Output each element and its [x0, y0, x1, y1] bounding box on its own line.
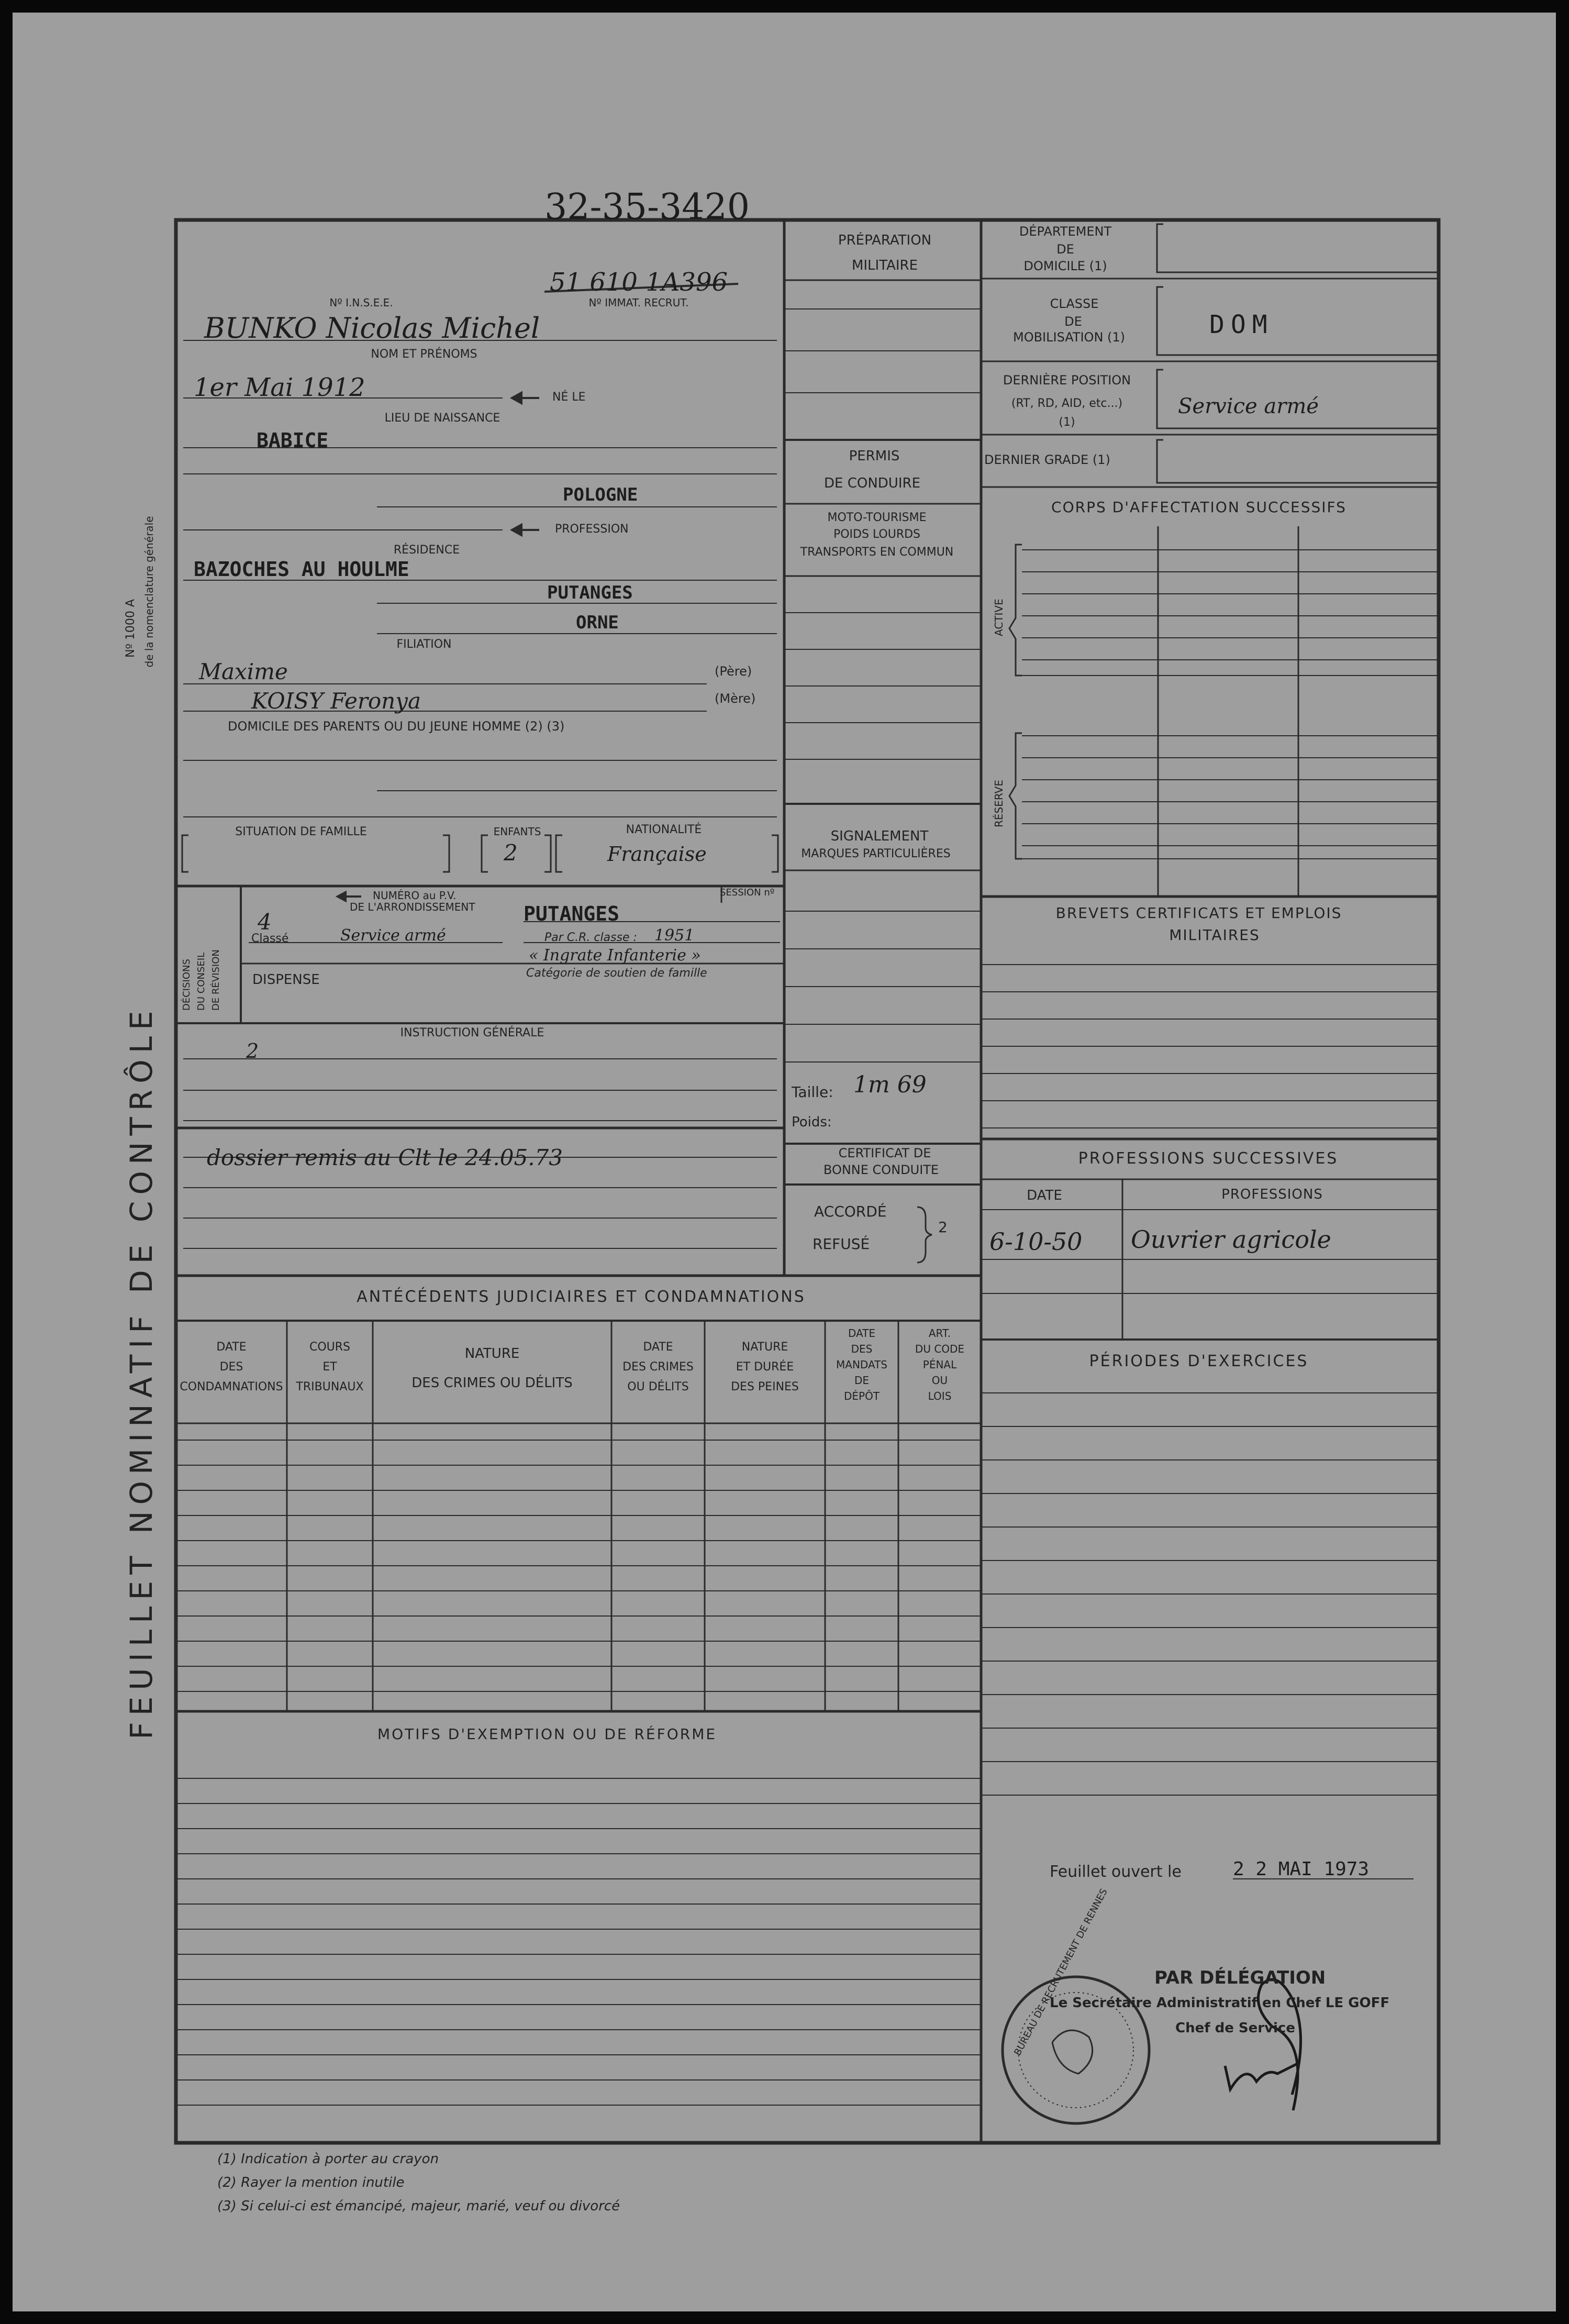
antecedents-header-4-line-3: OU DÉLITS: [627, 1380, 689, 1393]
antecedents-header-4-line-2: DES CRIMES: [622, 1360, 694, 1374]
classe-value: Service armé: [340, 926, 446, 945]
antecedents-header-5-line-3: DES PEINES: [731, 1380, 799, 1393]
cr-note: « Ingrate Infanterie »: [529, 946, 701, 965]
classe-mob-label-1: CLASSE: [1050, 296, 1099, 311]
name-label: NOM ET PRÉNOMS: [371, 348, 477, 361]
professions-column-header: PROFESSIONS: [1221, 1187, 1323, 1202]
antecedents-header-6-line-4: DE: [854, 1374, 870, 1387]
revision-side-label-2: DU CONSEIL: [196, 952, 207, 1011]
cr-label: Par C.R. classe :: [544, 931, 637, 944]
nationality-label: NATIONALITÉ: [626, 823, 702, 836]
antecedents-header-5-line-2: ET DURÉE: [736, 1360, 794, 1374]
reference-number: 32-35-3420: [544, 186, 750, 228]
antecedents-header-7-line-5: LOIS: [928, 1390, 952, 1402]
footnote-1: (1) Indication à porter au crayon: [217, 2151, 439, 2167]
date-column-header: DATE: [1027, 1188, 1062, 1203]
insee-label: Nº I.N.S.E.E.: [329, 296, 393, 309]
dept-label-1: DÉPARTEMENT: [1019, 224, 1112, 239]
children-label: ENFANTS: [493, 825, 541, 838]
dept-label-3: DOMICILE (1): [1023, 259, 1107, 273]
dossier-note: dossier remis au Clt le 24.05.73: [207, 1145, 563, 1170]
instruction-value: 2: [246, 1039, 259, 1063]
soutien-label: Catégorie de soutien de famille: [526, 967, 707, 980]
father-value: Maxime: [199, 659, 288, 684]
profession-date: 6-10-50: [989, 1227, 1083, 1256]
antecedents-header-6-line-2: DES: [851, 1343, 873, 1355]
derpos-label-2: (RT, RD, AID, etc...): [1011, 397, 1123, 410]
exemption-title: MOTIFS D'EXEMPTION OU DE RÉFORME: [377, 1725, 717, 1743]
antecedents-header-7-line-1: ART.: [928, 1327, 951, 1340]
session-label: SESSION nº: [720, 887, 775, 898]
moto-label-2: POIDS LOURDS: [833, 528, 921, 541]
antecedents-header-4-line-1: DATE: [643, 1341, 673, 1354]
derpos-value: Service armé: [1178, 394, 1319, 418]
antecedents-header-7-line-4: OU: [931, 1374, 948, 1387]
chef-service-label: Chef de Service: [1175, 2020, 1295, 2036]
taille-label: Taille:: [792, 1083, 833, 1101]
antecedents-header-1-line-3: CONDAMNATIONS: [180, 1380, 283, 1393]
signalement-label: SIGNALEMENT: [830, 828, 929, 844]
derpos-label-3: (1): [1059, 416, 1075, 429]
pv-number: 4: [258, 909, 272, 935]
immat-value: 51 610 1A396: [550, 268, 728, 297]
mother-value: KOISY Feronya: [251, 688, 421, 714]
residence-value: BAZOCHES AU HOULME: [194, 558, 409, 581]
certificat-label-1: CERTIFICAT DE: [838, 1146, 931, 1160]
name-value: BUNKO Nicolas Michel: [204, 312, 540, 345]
nationality-value: Française: [607, 843, 707, 866]
classe-mob-label-2: DE: [1064, 314, 1082, 329]
footnote-2: (2) Rayer la mention inutile: [217, 2175, 405, 2190]
classe-label: Classé: [251, 932, 289, 945]
periodes-label: PÉRIODES D'EXERCICES: [1089, 1352, 1309, 1370]
derpos-label-1: DERNIÈRE POSITION: [1003, 373, 1131, 388]
taille-value: 1m 69: [853, 1071, 927, 1098]
classe-mob-value: DOM: [1209, 310, 1274, 339]
dept-label-2: DE: [1056, 242, 1074, 257]
parents-domicile-label: DOMICILE DES PARENTS OU DU JEUNE HOMME (2) (3): [228, 719, 565, 734]
antecedents-header-6-line-3: MANDATS: [836, 1358, 887, 1371]
refuse-label: REFUSÉ: [813, 1235, 870, 1253]
seal-text: BUREAU DE RECRUTEMENT DE RENNES: [1012, 1887, 1110, 2057]
residence-town: PUTANGES: [547, 582, 633, 603]
feuillet-date: 2 2 MAI 1973: [1233, 1858, 1370, 1880]
certif-note: 2: [938, 1219, 948, 1236]
father-label: (Père): [715, 664, 752, 679]
profession-value: Ouvrier agricole: [1131, 1225, 1331, 1254]
delegation-label: PAR DÉLÉGATION: [1154, 1967, 1326, 1988]
birth-label: NÉ LE: [552, 391, 586, 404]
antecedents-header-3-line-2: DES CRIMES OU DÉLITS: [411, 1375, 573, 1391]
antecedents-header-1-line-2: DES: [219, 1360, 243, 1374]
profession-label: PROFESSION: [555, 523, 629, 536]
antecedents-header-1-line-1: DATE: [216, 1341, 247, 1354]
antecedents-header-3-line-1: NATURE: [464, 1346, 520, 1362]
professions-title: PROFESSIONS SUCCESSIVES: [1078, 1149, 1339, 1168]
reserve-label: RÉSERVE: [993, 780, 1005, 827]
birthplace-label: LIEU DE NAISSANCE: [384, 412, 500, 425]
marques-label: MARQUES PARTICULIÈRES: [801, 847, 951, 860]
permis-label-2: DE CONDUIRE: [824, 475, 920, 491]
antecedents-header-6-line-1: DATE: [848, 1327, 876, 1340]
children-value: 2: [504, 840, 518, 866]
active-label: ACTIVE: [993, 599, 1005, 636]
corps-label: CORPS D'AFFECTATION SUCCESSIFS: [1051, 499, 1347, 516]
antecedents-header-7-line-2: DU CODE: [915, 1343, 965, 1355]
feuillet-label: Feuillet ouvert le: [1050, 1863, 1182, 1881]
moto-label-1: MOTO-TOURISME: [827, 511, 927, 524]
dispense-label: DISPENSE: [252, 972, 320, 988]
mother-label: (Mère): [715, 691, 756, 706]
cr-year: 1951: [654, 926, 695, 945]
moto-label-3: TRANSPORTS EN COMMUN: [800, 546, 954, 559]
birthplace-value: BABICE: [257, 429, 329, 452]
secretary-label: Le Secrétaire Administratif en Chef LE GOFF: [1050, 1995, 1390, 2011]
immat-label: Nº IMMAT. RECRUT.: [588, 296, 689, 309]
antecedents-header-2-line-3: TRIBUNAUX: [296, 1380, 364, 1393]
antecedents-header-7-line-3: PÉNAL: [922, 1358, 957, 1371]
birth-date: 1er Mai 1912: [194, 373, 365, 402]
instruction-label: INSTRUCTION GÉNÉRALE: [400, 1026, 544, 1039]
antecedents-header-2-line-1: COURS: [309, 1341, 351, 1354]
permis-label-1: PERMIS: [849, 448, 900, 464]
revision-town: PUTANGES: [524, 902, 620, 925]
nomenclature-number: Nº 1000 A: [124, 599, 137, 658]
residence-dept: ORNE: [576, 612, 619, 633]
country-value: POLOGNE: [563, 484, 638, 505]
accorde-label: ACCORDÉ: [814, 1203, 887, 1220]
revision-side-label-1: DÉCISIONS: [181, 959, 192, 1011]
antecedents-title: ANTÉCÉDENTS JUDICIAIRES ET CONDAMNATIONS: [357, 1288, 806, 1306]
poids-label: Poids:: [792, 1114, 832, 1130]
side-title: FEUILLET NOMINATIF DE CONTRÔLE: [124, 1004, 159, 1740]
antecedents-header-2-line-2: ET: [322, 1360, 337, 1374]
filiation-label: FILIATION: [396, 638, 452, 651]
situation-label: SITUATION DE FAMILLE: [235, 825, 367, 838]
residence-label: RÉSIDENCE: [393, 544, 460, 557]
brevets-label-1: BREVETS CERTIFICATS ET EMPLOIS: [1055, 904, 1342, 922]
pv-label-2: DE L'ARRONDISSEMENT: [350, 901, 475, 913]
pv-label-1: NUMÉRO au P.V.: [373, 889, 457, 902]
certificat-label-2: BONNE CONDUITE: [823, 1163, 939, 1177]
grade-label: DERNIER GRADE (1): [984, 452, 1110, 467]
antecedents-header-6-line-5: DÉPÔT: [843, 1390, 880, 1402]
revision-side-label-3: DE RÉVISION: [210, 949, 221, 1011]
classe-mob-label-3: MOBILISATION (1): [1012, 330, 1126, 345]
brevets-label-2: MILITAIRES: [1169, 926, 1260, 944]
prep-label-1: PRÉPARATION: [838, 233, 932, 248]
antecedents-header-5-line-1: NATURE: [741, 1341, 788, 1354]
footnote-3: (3) Si celui-ci est émancipé, majeur, marié, veuf ou divorcé: [217, 2198, 620, 2214]
prep-label-2: MILITAIRE: [851, 258, 918, 273]
nomenclature-label: de la nomenclature générale: [143, 516, 155, 668]
